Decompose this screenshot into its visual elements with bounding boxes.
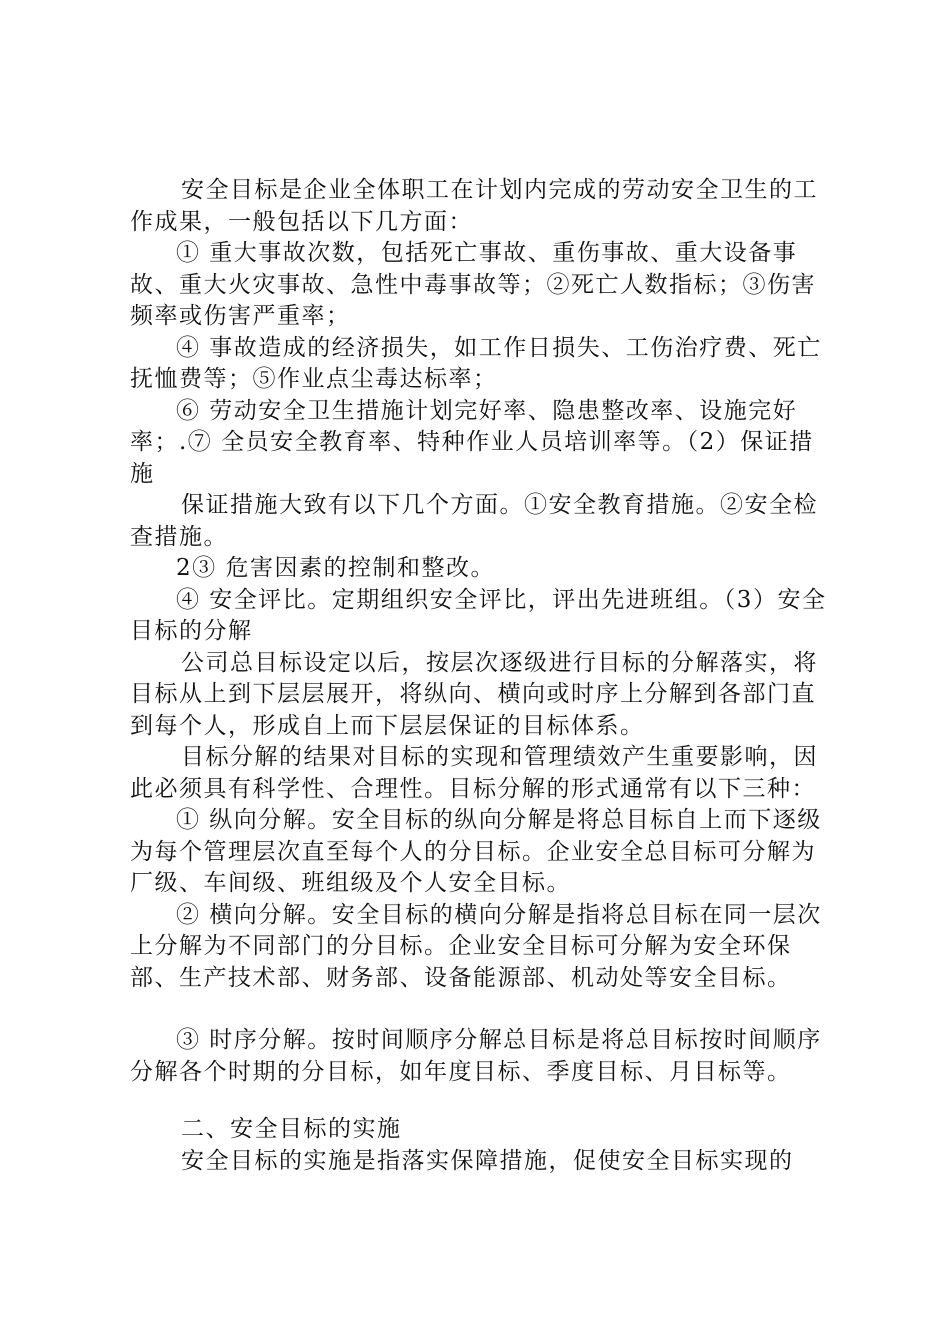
paragraph-hazard-control: 2③ 危害因素的控制和整改。 xyxy=(176,555,495,581)
paragraph-safety-goal-definition: 安全目标是企业全体职工在计划内完成的劳动安全卫生的工作成果，一般包括以下几方面： xyxy=(130,177,818,235)
paragraph-decomposition-forms: 目标分解的结果对目标的实现和管理绩效产生重要影响，因此必须具有科学性、合理性。目标分解的形式通常有以下三种： xyxy=(130,744,818,802)
paragraph-item-6-7: ⑥ 劳动安全卫生措施计划完好率、隐患整改率、设施完好率；.⑦ 全员安全教育率、特种作业人员培训率等。（2）保证措施 xyxy=(130,397,814,487)
paragraph-implementation: 安全目标的实施是指落实保障措施，促使安全目标实现的 xyxy=(181,1147,794,1174)
paragraph-safety-evaluation: ④ 安全评比。定期组织安全评比，评出先进班组。（3）安全目标的分解 xyxy=(130,586,827,644)
paragraph-guarantee-measures: 保证措施大致有以下几个方面。①安全教育措施。②安全检查措施。 xyxy=(130,492,818,550)
section-heading-implementation: 二、安全目标的实施 xyxy=(181,1116,402,1142)
paragraph-horizontal-decomposition: ② 横向分解。安全目标的横向分解是指将总目标在同一层次上分解为不同部门的分目标。企业安全目标可分解为安全环保部、生产技术部、财务部、设备能源部、机动处等安全目标。 xyxy=(130,901,822,991)
paragraph-time-decomposition: ③ 时序分解。按时间顺序分解总目标是将总目标按时间顺序分解各个时期的分目标，如年度目标、季度目标、月目标等。 xyxy=(130,1027,822,1085)
spacer xyxy=(130,1088,832,1114)
paragraph-item-1-3: ① 重大事故次数，包括死亡事故、重伤事故、重大设备事故、重大火灾事故、急性中毒事故等；②死亡人数指标；③伤害频率或伤害严重率； xyxy=(130,240,816,329)
paragraph-item-4-5: ④ 事故造成的经济损失，如工作日损失、工伤治疗费、死亡抚恤费等；⑤作业点尘毒达标率； xyxy=(130,334,822,392)
paragraph-vertical-decomposition: ① 纵向分解。安全目标的纵向分解是将总目标自上而下逐级为每个管理层次直至每个人的分目标。企业安全总目标可分解为厂级、车间级、班组级及个人安全目标。 xyxy=(130,807,822,896)
paragraph-goal-decomposition: 公司总目标设定以后，按层次逐级进行目标的分解落实，将目标从上到下层层展开，将纵向、横向或时序上分解到各部门直到每个人，形成自上而下层层保证的目标体系。 xyxy=(130,649,818,739)
document-page xyxy=(130,175,832,1177)
spacer xyxy=(130,994,832,1025)
